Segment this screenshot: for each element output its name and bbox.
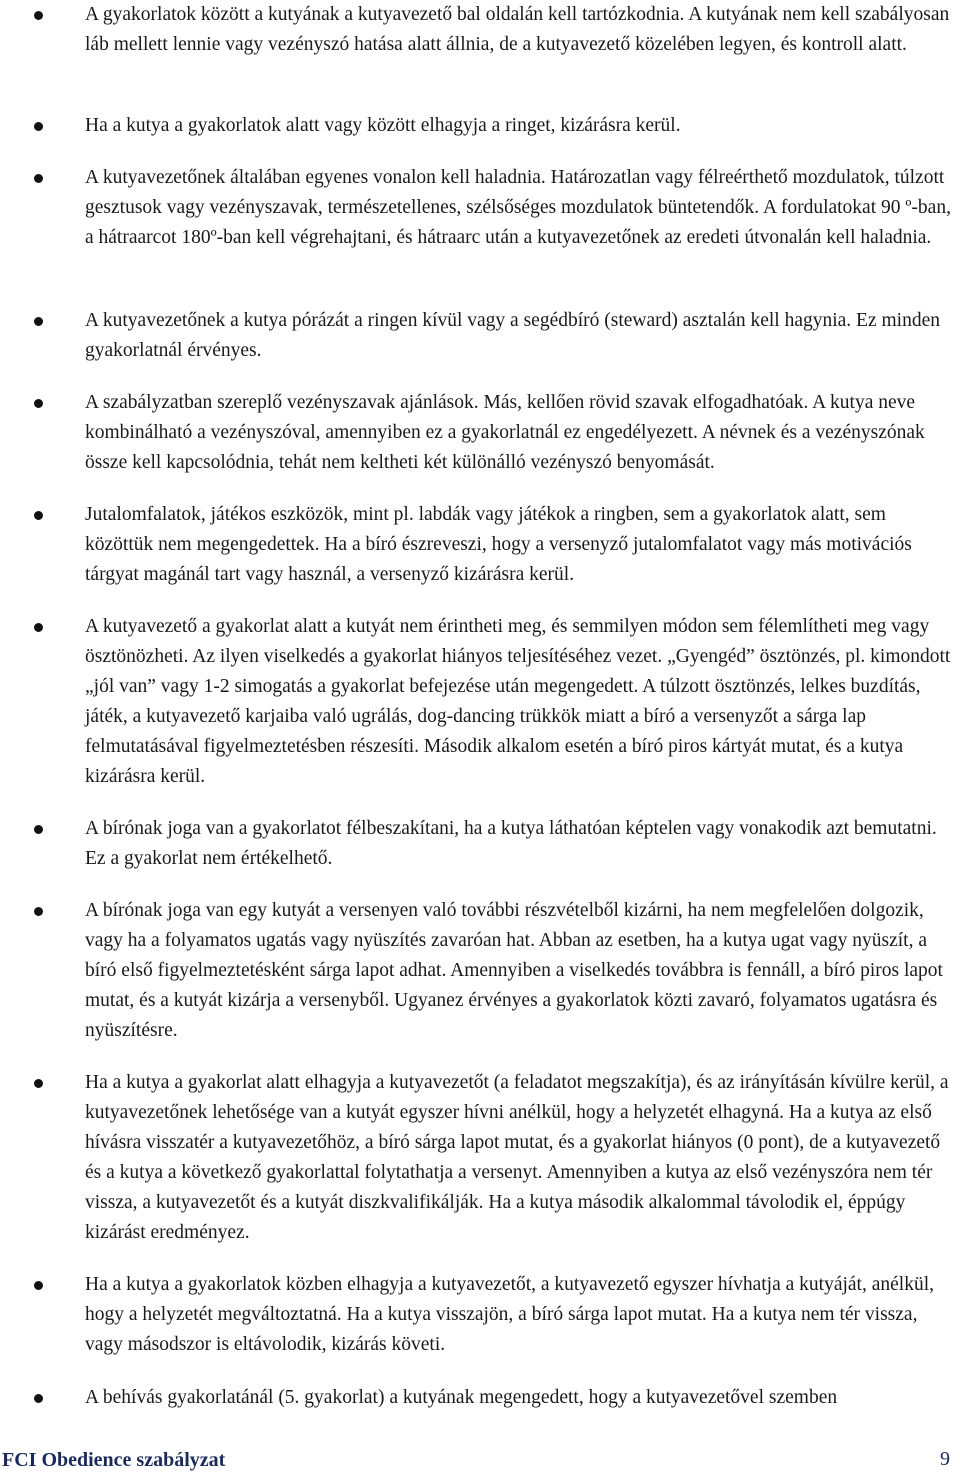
rule-text: Jutalomfalatok, játékos eszközök, mint pl. labdák vagy játékok a ringben, sem a gyakorlatok alatt, sem közöttük nem megengedettek. Ha a bíró észreveszi, hogy a versenyző jutalomfalatot vagy más motivációs tárgyat magánál tart vagy használ, a versenyző kizárásra kerül. [85, 504, 912, 585]
rule-text: A bírónak joga van egy kutyát a versenyen való további részvételből kizárni, ha nem megfelelően dolgozik, vagy ha a folyamatos ugatás vagy nyüszítés zavaróan hat. Abban az esetben, ha a kutya ugat vagy nyüszít, a bíró első figyelmeztetésként sárga lapot adhat. Amennyiben a viselkedés továbbra is fennáll, a bíró piros lapot mutat, és a kutyát kizárja a versenyből. Ugyanez érvényes a gyakorlatok közti zavaró, folyamatos ugatásra és nyüszítésre. [85, 900, 943, 1041]
bullet-icon [34, 317, 43, 326]
rule-text: A kutyavezető a gyakorlat alatt a kutyát nem érintheti meg, és semmilyen módon sem félemlítheti meg vagy ösztönözheti. Az ilyen viselkedés a gyakorlat hiányos teljesítéséhez vezet. „Gyengéd” ösztönzés, pl. kimondott „jól van” vagy 1-2 simogatás a gyakorlat befejezése után megengedett. A túlzott ösztönzés, lelkes buzdítás, játék, a kutyavezető karjaiba való ugrálás, dog-dancing trükkök miatt a bíró a versenyzőt a sárga lap felmutatásával figyelmeztetésben részesíti. Második alkalom esetén a bíró piros kártyát mutat, és a kutya kizárásra kerül. [85, 616, 951, 787]
footer-title: FCI Obedience szabályzat [2, 1449, 226, 1471]
bullet-icon [34, 907, 43, 916]
bullet-icon [34, 122, 43, 131]
rule-text: A bírónak joga van a gyakorlatot félbeszakítani, ha a kutya láthatóan képtelen vagy vonakodik azt bemutatni. Ez a gyakorlat nem értékelhető. [85, 818, 937, 869]
bullet-icon [34, 511, 43, 520]
page-number: 9 [940, 1448, 950, 1470]
bullet-icon [34, 174, 43, 183]
bullet-icon [34, 623, 43, 632]
bullet-icon [34, 825, 43, 834]
rule-text: A szabályzatban szereplő vezényszavak ajánlások. Más, kellően rövid szavak elfogadhatóak. A kutya neve kombinálható a vezényszóval, amennyiben ez a gyakorlatnál ez engedélyezett. A névnek és a vezényszónak össze kell kapcsolódnia, tehát nem keltheti két különálló vezényszó benyomását. [85, 392, 925, 473]
rule-text: Ha a kutya a gyakorlatok közben elhagyja a kutyavezetőt, a kutyavezető egyszer hívhatja a kutyáját, anélkül, hogy a helyzetét megváltoztatná. Ha a kutya visszajön, a bíró sárga lapot mutat. Ha a kutya nem tér vissza, vagy másodszor is eltávolodik, kizárás követi. [85, 1274, 934, 1355]
rule-text: A gyakorlatok között a kutyának a kutyavezető bal oldalán kell tartózkodnia. A kutyának nem kell szabályosan láb mellett lennie vagy vezényszó hatása alatt állnia, de a kutyavezető közelében legyen, és kontroll alatt. [85, 4, 950, 55]
bullet-icon [34, 1079, 43, 1088]
rule-text: A kutyavezetőnek általában egyenes vonalon kell haladnia. Határozatlan vagy félreérthető mozdulatok, túlzott gesztusok vagy vezényszavak, természetellenes, szélsőséges mozdulatok büntetendők. A fordulatokat 90 º-ban, a hátraarcot 180º-ban kell végrehajtani, és hátraarc után a kutyavezetőnek az eredeti útvonalán kell haladnia. [85, 167, 951, 248]
rule-text: A behívás gyakorlatánál (5. gyakorlat) a kutyának megengedett, hogy a kutyavezetővel szemben [85, 1387, 838, 1408]
bullet-icon [34, 399, 43, 408]
bullet-icon [34, 1281, 43, 1290]
rule-text: Ha a kutya a gyakorlat alatt elhagyja a kutyavezetőt (a feladatot megszakítja), és az irányításán kívülre kerül, a kutyavezetőnek lehetősége van a kutyát egyszer hívni anélkül, hogy a helyzetét elhagyná. Ha a kutya az első hívásra visszatér a kutyavezetőhöz, a bíró sárga lapot mutat, és a gyakorlat hiányos (0 pont), de a kutyavezető és a kutya a következő gyakorlattal folytathatja a versenyt. Amennyiben a kutya az első vezényszóra nem tér vissza, a kutyavezetőt és a kutyát diszkvalifikálják. Ha a kutya második alkalommal távolodik el, éppúgy kizárást eredményez. [85, 1072, 949, 1243]
bullet-icon [34, 1394, 43, 1403]
rule-text: Ha a kutya a gyakorlatok alatt vagy között elhagyja a ringet, kizárásra kerül. [85, 115, 681, 136]
bullet-icon [34, 11, 43, 20]
rule-text: A kutyavezetőnek a kutya pórázát a ringen kívül vagy a segédbíró (steward) asztalán kell hagynia. Ez minden gyakorlatnál érvényes. [85, 310, 940, 361]
